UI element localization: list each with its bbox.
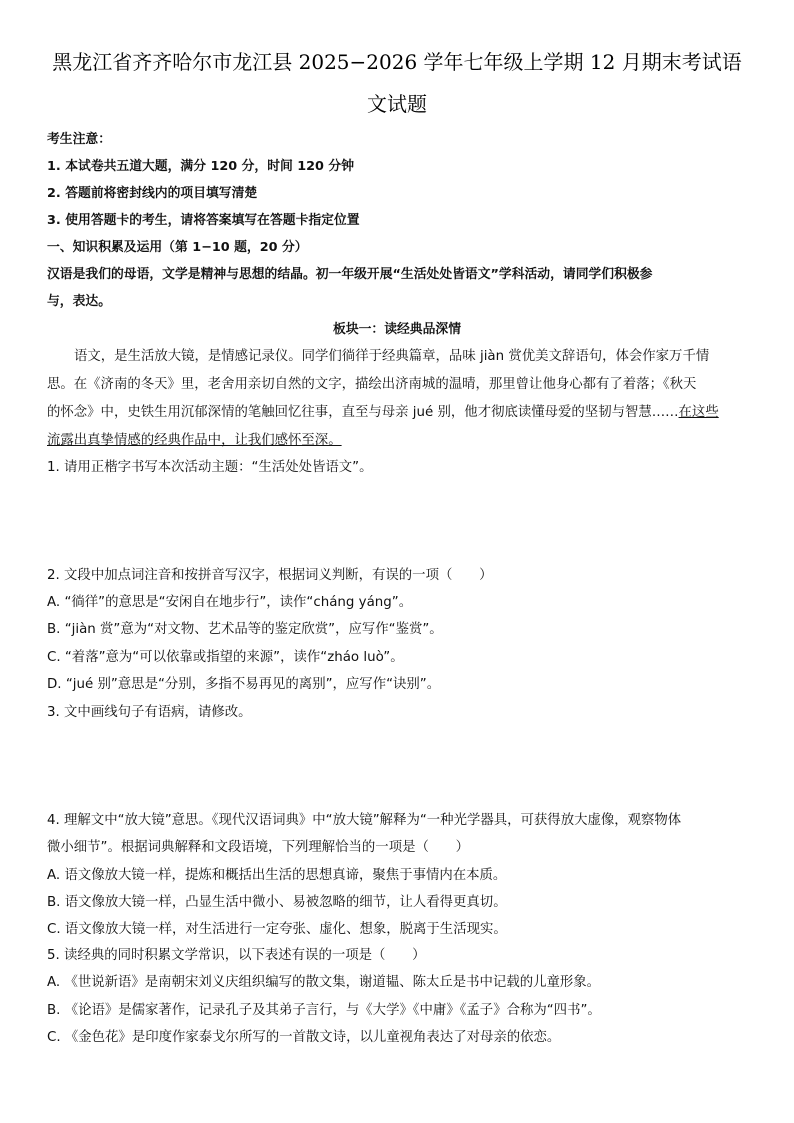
question-2: 2. 文段中加点词注音和按拼音写汉字，根据词义判断，有误的一项（ ） [47,568,493,583]
question-2-option-b: B. “jiàn 赏”意为“对文物、艺术品等的鉴定欣赏”，应写作“鉴赏”。 [47,622,443,637]
passage-line2: 思。在《济南的冬天》里，老舍用亲切自然的文字，描绘出济南城的温晴，那里曾让他身心都有了着落；《秋天 [47,377,697,392]
question-5-option-a: A. 《世说新语》是南朝宋刘义庆组织编写的散文集，谢道韫、陈太丘是书中记载的儿童形象。 [47,975,601,990]
question-4-line2: 微小细节”。根据词典解释和文段语境，下列理解恰当的一项是（ ） [47,840,470,855]
question-4-option-b: B. 语文像放大镜一样，凸显生活中微小、易被忽略的细节，让人看得更真切。 [47,895,507,910]
question-3: 3. 文中画线句子有语病，请修改。 [47,705,252,720]
question-5-option-b: B. 《论语》是儒家著作，记录孔子及其弟子言行，与《大学》《中庸》《孟子》合称为“四书”。 [47,1003,601,1018]
underlined-sentence-start: 在这些 [678,405,719,420]
question-2-option-c: C. “着落”意为“可以依靠或指望的来源”，读作“zháo luò”。 [47,650,404,665]
notice-item-3: 3. 使用答题卡的考生，请将答案填写在答题卡指定位置 [47,213,360,228]
exam-title-line2: 文试题 [367,92,427,116]
exam-title-line1: 黑龙江省齐齐哈尔市龙江县 2025−2026 学年七年级上学期 12 月期末考试语 [52,50,742,74]
question-4-option-c: C. 语文像放大镜一样，对生活进行一定夸张、虚化、想象，脱离于生活现实。 [47,922,507,937]
notice-heading: 考生注意： [47,132,111,147]
question-5-option-c: C. 《金色花》是印度作家泰戈尔所写的一首散文诗，以儿童视角表达了对母亲的依恋。 [47,1030,561,1045]
block-title: 板块一：读经典品深情 [333,322,461,337]
passage-line3 [47,403,747,423]
section-intro-line1: 汉语是我们的母语，文学是精神与思想的结晶。初一年级开展“生活处处皆语文”学科活动，请同学们积极参 [47,267,653,282]
question-5: 5. 读经典的同时积累文学常识，以下表述有误的一项是（ ） [47,948,426,963]
question-4-option-a: A. 语文像放大镜一样，提炼和概括出生活的思想真谛，聚焦于事情内在本质。 [47,868,507,883]
notice-item-2: 2. 答题前将密封线内的项目填写清楚 [47,186,258,201]
passage-line3-text: 的怀念》中，史铁生用沉郁深情的笔触回忆往事，直至与母亲 jué 别，他才彻底读懂母爱的坚韧与智慧…… [47,405,679,420]
underlined-sentence-end: 流露出真挚情感的经典作品中，让我们感怀至深。 [47,433,342,448]
question-1: 1. 请用正楷字书写本次活动主题：“生活处处皆语文”。 [47,460,373,475]
question-2-option-a: A. “徜徉”的意思是“安闲自在地步行”，读作“cháng yáng”。 [47,595,413,610]
passage-line4 [47,431,747,451]
question-4-line1: 4. 理解文中“放大镜”意思。《现代汉语词典》中“放大镜”解释为“一种光学器具，可获得放大虚像，观察物体 [47,813,682,828]
section-intro-line2: 与，表达。 [47,294,111,309]
section-heading: 一、知识积累及运用（第 1−10 题，20 分） [47,240,308,255]
notice-item-1: 1. 本试卷共五道大题，满分 120 分，时间 120 分钟 [47,159,355,174]
question-2-option-d: D. “jué 别”意思是“分别，多指不易再见的离别”，应写作“诀别”。 [47,677,441,692]
passage-line1: 语文，是生活放大镜，是情感记录仪。同学们徜徉于经典篇章，品味 jiàn 赏优美文辞语句，体会作家万千情 [74,349,710,364]
